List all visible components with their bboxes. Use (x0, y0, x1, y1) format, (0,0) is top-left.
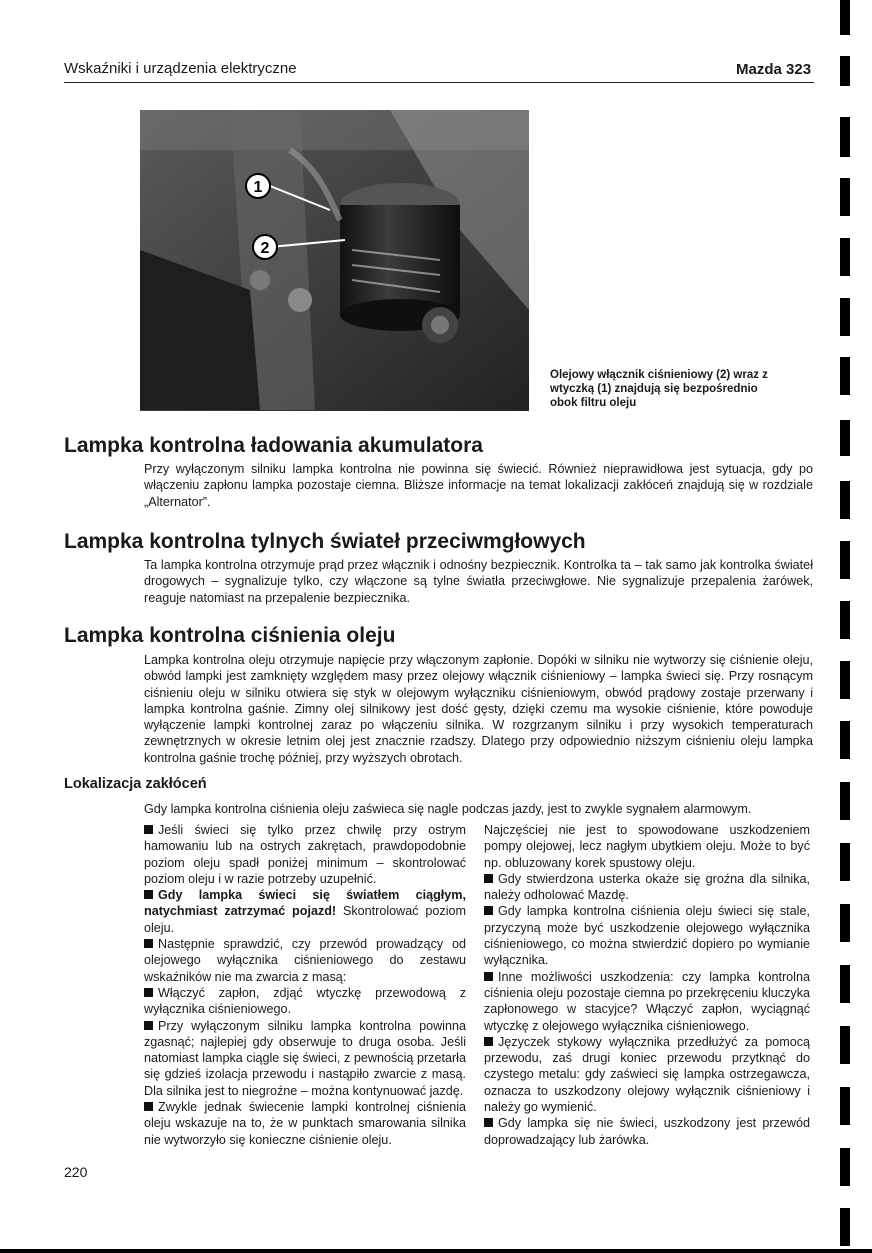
edge-mark (840, 904, 850, 942)
heading-charging-lamp: Lampka kontrolna ładowania akumulatora (64, 434, 483, 457)
bullet-square-icon (484, 1037, 493, 1046)
heading-fog-lamp: Lampka kontrolna tylnych świateł przeciwmgłowych (64, 530, 586, 553)
paragraph-charging-lamp: Przy wyłączonym silniku lampka kontrolna nie powinna się świecić. Również nieprawidłowa jest sytuacja, gdy po włączeniu zapłonu lampka pozostaje ciemna. Bliższe informacje na temat lokalizacji zakłóceń znajdują się w rozdziale „Alternator”. (144, 462, 813, 509)
bullet-square-icon (144, 1102, 153, 1111)
figure-caption: Olejowy włącznik ciśnieniowy (2) wraz z wtyczką (1) znajdują się bezpośrednio obok filtru oleju (550, 369, 768, 409)
engine-photo (140, 110, 529, 411)
edge-mark (840, 238, 850, 276)
list-item: Języczek stykowy wyłącznika przedłużyć za pomocą przewodu, zaś drugi koniec przewodu przytknąć do czystego metalu: gdy zaświeci się lampka ostrzegawcza, oznacza to uszkodzony olejowy wyłącznik ciśnieniowy i należy go wymienić. (484, 1034, 810, 1115)
list-item: Gdy lampka się nie świeci, uszkodzony jest przewód doprowadzający lub żarówka. (484, 1116, 810, 1147)
edge-mark (840, 1208, 850, 1246)
callout-2: 2 (260, 240, 270, 257)
bullet-square-icon (484, 972, 493, 981)
bullet-square-icon (484, 874, 493, 883)
edge-mark (840, 965, 850, 1003)
oil-filter-photo-illustration (140, 110, 529, 411)
list-item: Przy wyłączonym silniku lampka kontrolna powinna zgasnąć; najlepiej gdy obserwuje to druga osoba. Jeśli natomiast lampka ciągle się świeci, z pewnością przetarła się gdzieś izolacja przewodu i nastąpiło zwarcie z masą. Dla silnika jest to niegroźne – można kontynuować jazdę. (144, 1018, 466, 1098)
edge-mark (840, 178, 850, 216)
edge-mark (840, 541, 850, 579)
right-column (484, 822, 810, 1148)
edge-mark (840, 782, 850, 820)
list-item: Następnie sprawdzić, czy przewód prowadzący od olejowego wyłącznika ciśnieniowego do zestawu wskaźników nie ma zwarcia z masą: (144, 937, 466, 984)
paragraph-oil-pressure-lamp: Lampka kontrolna oleju otrzymuje napięcie przy włączonym zapłonie. Dopóki w silniku nie wytworzy się ciśnienie oleju, obwód lampki jest zamknięty względem masy przez olejowy włącznik ciśnieniowy – lampka świeci się. Przy rosnącym ciśnieniu oleju w silniku otwiera się styk w olejowym wyłączniku ciśnieniowym, obwód prądowy zostaje przerwany i lampka kontrolna gaśnie. Zimny olej silnikowy jest dość gęsty, dzięki czemu ma wysokie ciśnienie, które powoduje wyłączenie lampki kontrolnej zaraz po włączeniu silnika. W rozgrzanym silniku i przy wysokich temperaturach zewnętrznych w okresie letnim olej jest znacznie rzadszy. Dlatego przy odpowiednio niższym ciśnieniu oleju lampka kontrolna gaśnie trochę później, przy wyższych obrotach. (144, 653, 813, 765)
bottom-scan-rule (0, 1249, 872, 1253)
edge-mark (840, 357, 850, 395)
edge-mark (840, 117, 850, 157)
left-column (144, 822, 466, 1148)
list-item: Jeśli świeci się tylko przez chwilę przy ostrym hamowaniu lub na ostrych zakrętach, prawdopodobnie poziom oleju spadł poniżej minimum – skontrolować poziom oleju i w razie potrzeby uzupełnić. (144, 823, 466, 886)
heading-troubleshooting: Lokalizacja zakłóceń (64, 776, 207, 792)
header-rule (64, 82, 814, 83)
edge-mark (840, 843, 850, 881)
edge-mark (840, 721, 850, 759)
list-item: Najczęściej nie jest to spowodowane uszkodzeniem pompy olejowej, lecz nagłym ubytkiem oleju. Może to być np. obluzowany korek spustowy oleju. (484, 823, 810, 870)
bullet-square-icon (484, 906, 493, 915)
paragraph-fog-lamp: Ta lampka kontrolna otrzymuje prąd przez włącznik i odnośny bezpiecznik. Kontrolka ta – tak samo jak kontrolka świateł drogowych – sygnalizuje tylko, czy włączone są tylne światła przeciwgłowe. Nie sygnalizuje przepalenia żarówek, reaguje natomiast na przepalenie bezpiecznika. (144, 558, 813, 605)
list-item: Gdy lampka świeci się światłem ciągłym, natychmiast zatrzymać pojazd! Skontrolować poziom oleju. (144, 888, 466, 935)
list-item: Zwykle jednak świecenie lampki kontrolnej ciśnienia oleju wskazuje na to, że w punktach smarowania silnika nie wytworzyło się konieczne ciśnienie oleju. (144, 1100, 466, 1147)
running-header-model: Mazda 323 (736, 61, 812, 78)
bullet-square-icon (144, 988, 153, 997)
list-item: Gdy lampka kontrolna ciśnienia oleju świeci się stale, przyczyną może być uszkodzenie olejowego wyłącznika ciśnieniowego, co można stwierdzić dopiero po wymianie wyłącznika. (484, 904, 810, 968)
page-number: 220 (64, 1164, 88, 1180)
bullet-square-icon (144, 1021, 153, 1030)
bullet-square-icon (144, 939, 153, 948)
edge-mark (840, 1026, 850, 1064)
bullet-square-icon (144, 825, 153, 834)
edge-mark (840, 420, 850, 456)
callout-1: 1 (253, 179, 263, 196)
running-header-section: Wskaźniki i urządzenia elektryczne (64, 60, 297, 77)
list-item: Włączyć zapłon, zdjąć wtyczkę przewodową z wyłącznika ciśnieniowego. (144, 985, 466, 1017)
bullet-square-icon (484, 1118, 493, 1127)
edge-mark (840, 661, 850, 699)
troubleshooting-intro: Gdy lampka kontrolna ciśnienia oleju zaświeca się nagle podczas jazdy, jest to zwykle sygnałem alarmowym. (144, 802, 752, 816)
edge-mark (840, 601, 850, 639)
edge-mark (840, 56, 850, 86)
edge-mark (840, 1148, 850, 1186)
heading-oil-pressure-lamp: Lampka kontrolna ciśnienia oleju (64, 624, 396, 647)
edge-mark (840, 0, 850, 35)
edge-mark (840, 481, 850, 519)
list-item: Gdy stwierdzona usterka okaże się groźna dla silnika, należy odholować Mazdę. (484, 871, 810, 903)
list-item: Inne możliwości uszkodzenia: czy lampka kontrolna ciśnienia oleju pozostaje ciemna po przekręceniu kluczyka zapłonowego w stacyjce? Włączyć zapłon, wyciągnąć wtyczkę z olejowego wyłącznika ciśnieniowego. (484, 969, 810, 1033)
edge-mark (840, 1087, 850, 1125)
bullet-square-icon (144, 890, 153, 899)
edge-mark (840, 298, 850, 336)
